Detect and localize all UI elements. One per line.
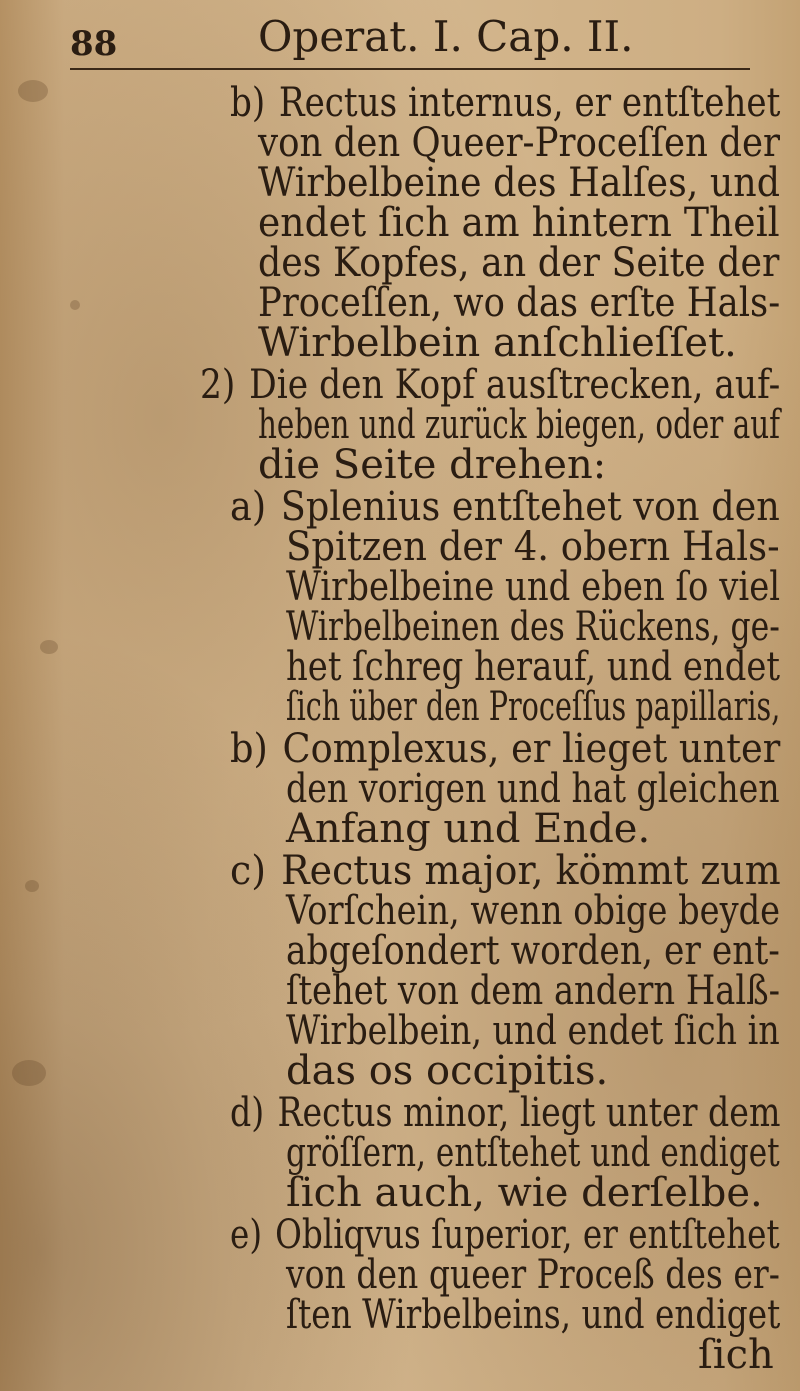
running-title: Operat. I. Cap. II.	[258, 12, 634, 61]
item-marker: a)	[230, 484, 267, 530]
line-text: ſtehet von dem andern Halß-	[286, 968, 781, 1014]
line-text: Rectus major, kömmt zum	[281, 848, 781, 894]
item-marker: d)	[230, 1090, 265, 1136]
line-text: des Kopfes, an der Seite der	[258, 240, 780, 286]
line-text: Proceſſen, wo das erſte Hals-	[258, 280, 781, 326]
line-text: gröſſern, entſtehet und endiget	[286, 1130, 780, 1176]
line-text: von den Queer-Proceſſen der	[258, 120, 780, 166]
line-text: Vorſchein, wenn obige beyde	[286, 888, 781, 934]
item-marker: e)	[230, 1212, 263, 1258]
line-text: het ſchreg herauf, und endet	[286, 644, 780, 690]
line-text: Obliqvus ſuperior, er entſtehet	[275, 1212, 780, 1258]
line-text: Wirbelbeine des Halſes, und	[258, 160, 780, 206]
line-text: Anfang und Ende.	[286, 806, 651, 852]
line-text: ſten Wirbelbeins, und endiget	[286, 1292, 781, 1338]
header-rule	[70, 68, 750, 70]
line-text: heben und zurück biegen, oder auf	[258, 402, 781, 448]
line-text: Wirbelbein anſchlieſſet.	[258, 320, 737, 366]
line-text: Die den Kopf ausſtrecken, auf-	[249, 362, 781, 408]
line-text: Wirbelbein, und endet ſich in	[286, 1008, 780, 1054]
catchword	[698, 1328, 774, 1382]
line-text: Spitzen der 4. obern Hals-	[286, 524, 780, 570]
line-text: den vorigen und hat gleichen	[286, 766, 780, 812]
page-number: 88	[70, 24, 118, 64]
line-text: Splenius entſtehet von den	[280, 484, 780, 530]
line-text: Complexus, er lieget unter	[282, 726, 781, 772]
line-text: von den queer Proceß des er-	[286, 1252, 780, 1298]
line-text: Wirbelbeine und eben ſo viel	[286, 564, 781, 610]
line-text: ſich über den Proceſſus papillaris,	[286, 684, 781, 730]
body-text	[0, 76, 800, 1376]
line-text: endet ſich am hintern Theil	[258, 200, 780, 246]
item-marker: b)	[230, 80, 266, 126]
line-text: Rectus internus, er entſtehet	[278, 80, 781, 126]
item-marker: c)	[230, 848, 267, 894]
line-text: ſich auch, wie derſelbe.	[286, 1170, 763, 1216]
line-text: ſich	[698, 1332, 774, 1378]
line-text: Rectus minor, liegt unter dem	[277, 1090, 781, 1136]
item-marker: b)	[230, 726, 268, 772]
line-text: die Seite drehen:	[258, 442, 607, 488]
line-text: abgeſondert worden, er ent-	[286, 928, 780, 974]
item-marker: 2)	[200, 362, 236, 408]
page-header	[0, 6, 800, 72]
line-text: das os occipitis.	[286, 1048, 609, 1094]
line-text: Wirbelbeinen des Rückens, ge-	[286, 604, 780, 650]
